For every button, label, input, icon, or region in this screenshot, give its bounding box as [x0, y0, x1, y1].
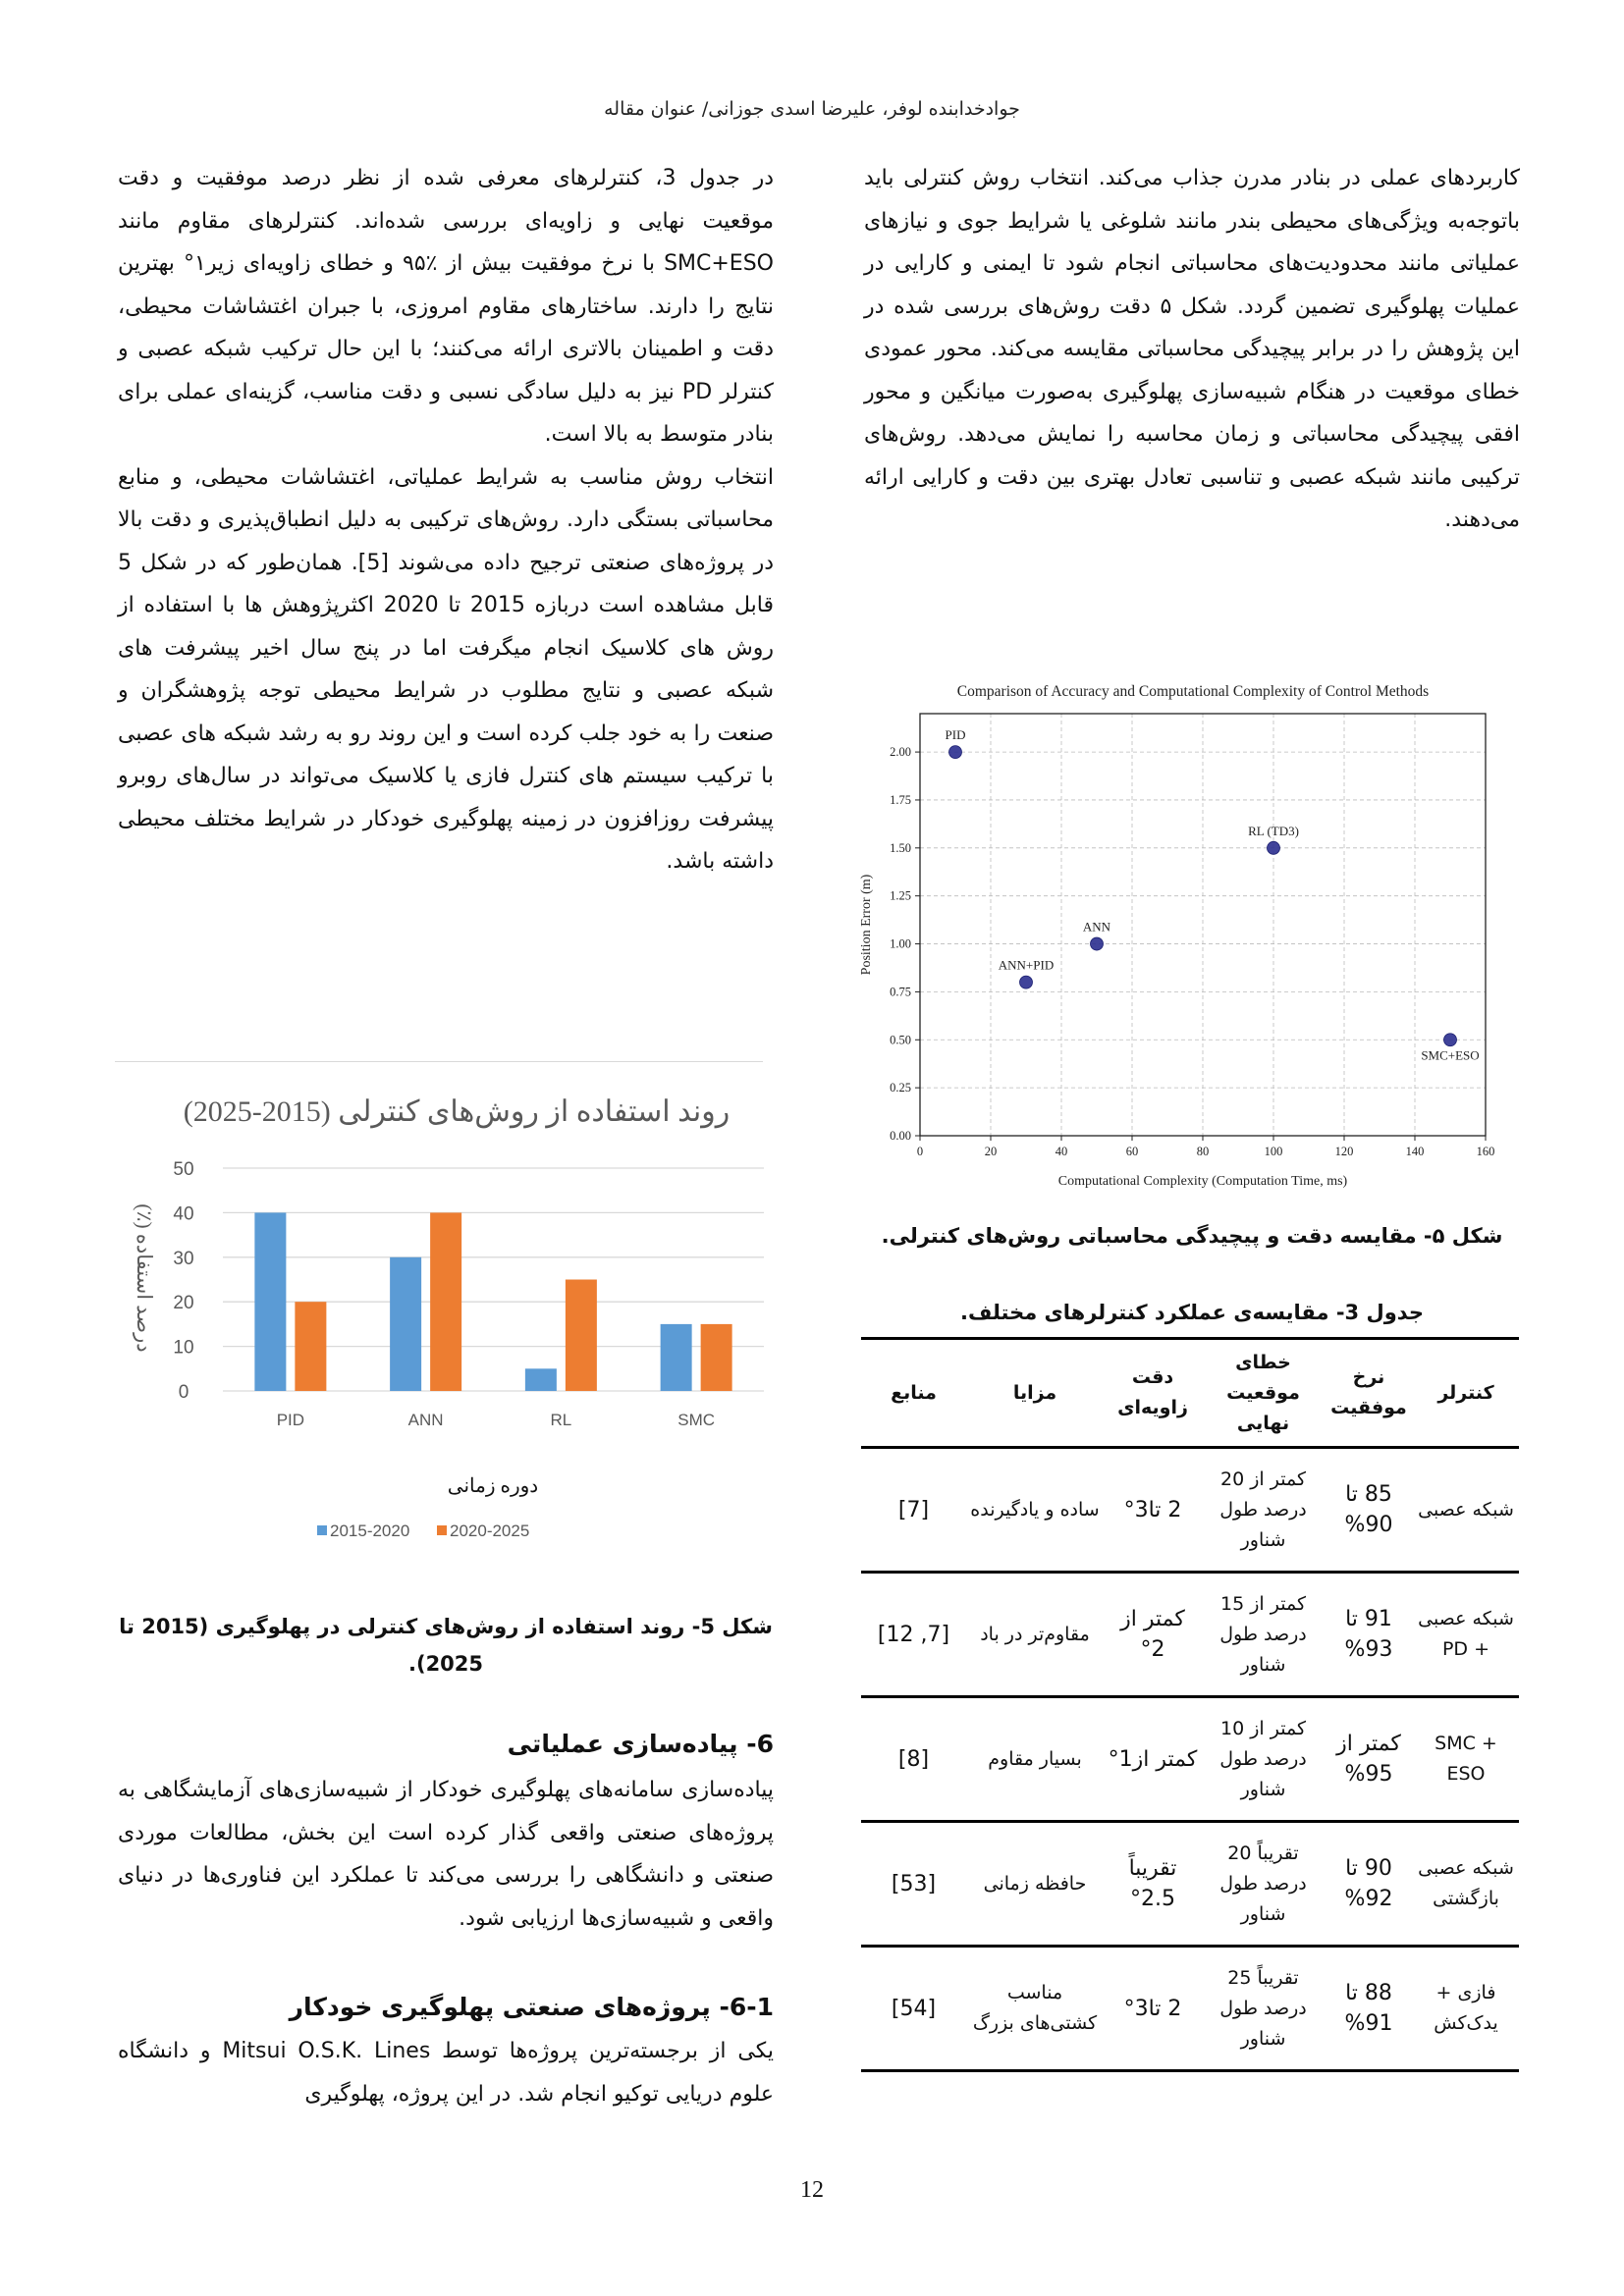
cell-advantages: حافظه زمانی — [966, 1822, 1104, 1947]
bar-y-tick-label: 10 — [173, 1337, 194, 1359]
cell-advantages: بسیار مقاوم — [966, 1697, 1104, 1822]
scatter-ylabel: Position Error (m) — [859, 874, 874, 976]
bar-chart-title: روند استفاده از روش‌های کنترلی (2015-2025) — [183, 1095, 731, 1128]
scatter-point-label: RL (TD3) — [1248, 823, 1299, 838]
legend-swatch — [437, 1525, 447, 1535]
legend-swatch — [317, 1525, 327, 1535]
scatter-x-tick-label: 160 — [1476, 1145, 1495, 1158]
scatter-x-tick-label: 60 — [1125, 1145, 1139, 1158]
body-text: کاربردهای عملی در بنادر مدرن جذاب می‌کند. انتخاب روش کنترلی باید باتوجه‌به ویژگی‌های محیطی بندر مانند شلوغی یا شرایط جوی و نیازهای عملیاتی مانند محدودیت‌های محاسباتی انجام شود تا ایمنی و کارایی در عملیات پهلوگیری تضمین گردد. شکل ۵ دقت روش‌های بررسی شده در این پژوهش را در برابر پیچیدگی محاسباتی مقایسه می‌کند. محور عمودی خطای موقعیت در هنگام شبیه‌سازی پهلوگیری به‌صورت میانگین و محور افقی پیچیدگی محاسباتی و زمان محاسبه را نمایش می‌دهد. روش‌های ترکیبی مانند شبکه عصبی و تناسبی تعادل بهتری بین دقت و کارایی ارائه می‌دهند. — [864, 166, 1520, 532]
scatter-title: Comparison of Accuracy and Computational Complexity of Control Methods — [956, 683, 1430, 700]
legend-label: 2015-2020 — [330, 1522, 410, 1540]
bar-y-tick-label: 40 — [173, 1203, 194, 1225]
bar-pid-2020-2025 — [295, 1302, 326, 1391]
cell-position-error: کمتر از 10 درصد طول شناور — [1202, 1697, 1325, 1822]
header-controller: کنترلر — [1413, 1339, 1519, 1448]
figure-5-caption-left: شکل 5- روند استفاده از روش‌های کنترلی در پهلوگیری (2015 تا 2025). — [119, 1615, 773, 1676]
bar-category-label: ANN — [407, 1411, 444, 1429]
scatter-x-tick-label: 0 — [916, 1145, 924, 1158]
cell-advantages: مناسب کشتی‌های بزرگ — [966, 1947, 1104, 2071]
scatter-point — [1444, 1034, 1457, 1046]
cell-references: [54] — [861, 1947, 966, 2071]
scatter-y-tick-label: 0.75 — [890, 985, 911, 999]
cell-position-error: کمتر از 15 درصد طول شناور — [1202, 1573, 1325, 1697]
left-column-paragraphs — [118, 157, 774, 883]
section-6-paragraph — [118, 1769, 774, 1940]
cell-angular-accuracy: کمتر از1° — [1104, 1697, 1202, 1822]
cell-position-error: تقریباً 20 درصد طول شناور — [1202, 1822, 1325, 1947]
cell-controller: SMC + ESO — [1413, 1697, 1519, 1822]
table-row — [861, 1822, 1519, 1947]
scatter-y-tick-label: 0.50 — [890, 1033, 911, 1047]
legend-label: 2020-2025 — [450, 1522, 530, 1540]
cell-angular-accuracy: تقریباً 2.5° — [1104, 1822, 1202, 1947]
scatter-y-tick-label: 1.25 — [890, 888, 911, 903]
page-number: 12 — [800, 2177, 824, 2203]
bar-smc-2015-2020 — [661, 1324, 692, 1391]
cell-references: [7, 12] — [861, 1573, 966, 1697]
cell-position-error: کمتر از 20 درصد طول شناور — [1202, 1448, 1325, 1573]
bar-ann-2020-2025 — [430, 1212, 461, 1391]
running-header: جوادخدابنده لوفر، علیرضا اسدی جوزانی/ عنوان مقاله — [604, 98, 1020, 120]
cell-controller: فازی + یدک‌کش — [1413, 1947, 1519, 2071]
table-row — [861, 1947, 1519, 2071]
bar-y-tick-label: 30 — [173, 1248, 194, 1269]
scatter-xlabel: Computational Complexity (Computation Time, ms) — [1057, 1174, 1348, 1189]
scatter-y-tick-label: 1.75 — [890, 792, 911, 807]
scatter-point-label: SMC+ESO — [1421, 1047, 1480, 1063]
chart-divider — [115, 1061, 763, 1062]
cell-angular-accuracy: کمتر از 2° — [1104, 1573, 1202, 1697]
body-text-2: انتخاب روش مناسب به شرایط عملیاتی، اغتشاشات محیطی، و منابع محاسباتی بستگی دارد. روش‌های ترکیبی به دلیل انطباق‌پذیری و دقت بالا در پروژه‌های صنعتی ترجیح داده می‌شوند [5]. همان‌طور که در شکل 5 قابل مشاهده است دربازه 2015 تا 2020 اکثرپژوهش ها با استفاده از روش های کلاسیک انجام میگرفت اما در پنج سال اخیر پیشرفت های شبکه عصبی و نتایج مطلوب در شرایط محیطی توجه پژوهشگران و صنعت را به خود جلب کرده است و این روند رو به رشد شبکه های عصبی با ترکیب سیستم های کنترل فازی یا کلاسیک می‌تواند در سال‌های روبرو پیشرفت روزافزون در زمینه پهلوگیری خودکار در شرایط مختلف محیطی داشته باشد. — [118, 464, 775, 874]
table-header-row — [861, 1339, 1519, 1448]
table-row — [861, 1448, 1519, 1573]
bar-category-label: SMC — [677, 1411, 716, 1429]
header-success-rate: نرخ موفقیت — [1325, 1339, 1413, 1448]
bar-chart — [108, 1070, 785, 1580]
cell-references: [7] — [861, 1448, 966, 1573]
bar-rl-2015-2020 — [525, 1368, 557, 1391]
bar-smc-2020-2025 — [701, 1324, 732, 1391]
cell-angular-accuracy: 2 تا3° — [1104, 1947, 1202, 2071]
cell-success-rate: کمتر از 95% — [1325, 1697, 1413, 1822]
section-6-heading: 6- پیاده‌سازی عملیاتی — [507, 1730, 774, 1758]
table-3-caption: جدول 3- مقایسه‌ی عملکرد کنترلرهای مختلف. — [959, 1301, 1425, 1324]
bar-rl-2020-2025 — [566, 1280, 597, 1392]
figure-5-caption-right: شکل ۵- مقایسه دقت و پیچیدگی محاسباتی روش‌های کنترلی. — [881, 1224, 1503, 1248]
scatter-point-label: ANN — [1082, 919, 1111, 934]
header-advantages: مزایا — [966, 1339, 1104, 1448]
cell-angular-accuracy: 2 تا3° — [1104, 1448, 1202, 1573]
scatter-point — [1091, 937, 1104, 950]
bar-category-label: RL — [550, 1411, 572, 1429]
cell-success-rate: 90 تا 92% — [1325, 1822, 1413, 1947]
cell-references: [8] — [861, 1697, 966, 1822]
cell-advantages: مقاوم‌تر در باد — [966, 1573, 1104, 1697]
cell-controller: شبکه عصبی بازگشتی — [1413, 1822, 1519, 1947]
right-column-paragraph — [864, 157, 1520, 542]
table-row — [861, 1697, 1519, 1822]
cell-references: [53] — [861, 1822, 966, 1947]
section-6-1-text: یکی از برجسته‌ترین پروژه‌ها توسط Mitsui O.S.K. Lines و دانشگاه علوم دریایی توکیو انجام شد. در این پروژه، پهلوگیری — [118, 2039, 774, 2107]
bar-pid-2015-2020 — [254, 1212, 286, 1391]
scatter-y-tick-label: 1.00 — [890, 936, 911, 951]
bar-category-label: PID — [276, 1411, 305, 1429]
header-position-error: خطای موقعیت نهایی — [1202, 1339, 1325, 1448]
scatter-point — [1268, 841, 1280, 854]
scatter-x-tick-label: 100 — [1264, 1145, 1283, 1158]
body-text-1: در جدول 3، کنترلرهای معرفی شده از نظر درصد موفقیت و دقت موقعیت نهایی و زاویه‌ای بررسی شده‌اند. کنترلرهای مقاوم مانند SMC+ESO با نرخ موفقیت بیش از ٪۹۵ و خطای زاویه‌ای زیر۱° بهترین نتایج را دارند. ساختارهای مقاوم امروزی، با جبران اغتشاشات محیطی، دقت و اطمینان بالاتری ارائه می‌کنند؛ با این حال ترکیب شبکه عصبی و کنترلر PD نیز به دلیل سادگی نسبی و دقت مناسب، گزینه‌ای عملی برای بنادر متوسط به بالا است. — [118, 166, 775, 447]
table-row — [861, 1573, 1519, 1697]
scatter-x-tick-label: 140 — [1405, 1145, 1425, 1158]
cell-position-error: تقریباً 25 درصد طول شناور — [1202, 1947, 1325, 2071]
cell-success-rate: 85 تا 90% — [1325, 1448, 1413, 1573]
section-6-1-heading: 6-1- پروژه‌های صنعتی پهلوگیری خودکار — [289, 1993, 774, 2021]
scatter-point-label: ANN+PID — [998, 957, 1055, 973]
scatter-y-tick-label: 0.25 — [890, 1081, 911, 1095]
header-angular-accuracy: دقت زاویه‌ای — [1104, 1339, 1202, 1448]
scatter-x-tick-label: 40 — [1055, 1145, 1068, 1158]
scatter-y-tick-label: 1.50 — [890, 840, 911, 855]
section-6-text: پیاده‌سازی سامانه‌های پهلوگیری خودکار از شبیه‌سازی‌های آزمایشگاهی به پروژه‌های صنعتی واقعی گذار کرده است این بخش، مطالعات موردی صنعتی و دانشگاهی را بررسی می‌کند تا عملکرد این فناوری‌ها در دنیای واقعی و شبیه‌سازی‌ها ارزیابی شود. — [118, 1778, 774, 1931]
cell-success-rate: 91 تا 93% — [1325, 1573, 1413, 1697]
cell-success-rate: 88 تا 91% — [1325, 1947, 1413, 2071]
section-6-1-paragraph — [118, 2030, 774, 2115]
bar-y-tick-label: 20 — [173, 1293, 194, 1314]
cell-advantages: ساده و یادگیرنده — [966, 1448, 1104, 1573]
scatter-x-tick-label: 20 — [984, 1145, 998, 1158]
bar-xlabel: دوره زمانی — [447, 1475, 539, 1497]
header-references: منابع — [861, 1339, 966, 1448]
cell-controller: شبکه عصبی + PD — [1413, 1573, 1519, 1697]
scatter-point-label: PID — [945, 727, 966, 743]
bar-ylabel: درصد استفاده (٪) — [133, 1203, 156, 1353]
scatter-point — [949, 746, 962, 759]
scatter-point — [1020, 976, 1033, 988]
scatter-x-tick-label: 80 — [1196, 1145, 1210, 1158]
scatter-x-tick-label: 120 — [1334, 1145, 1354, 1158]
bar-y-tick-label: 50 — [173, 1159, 194, 1180]
cell-controller: شبکه عصبی — [1413, 1448, 1519, 1573]
scatter-y-tick-label: 2.00 — [890, 745, 911, 760]
controller-comparison-table — [861, 1337, 1519, 2072]
bar-ann-2015-2020 — [390, 1257, 421, 1391]
scatter-chart — [854, 677, 1522, 1207]
scatter-y-tick-label: 0.00 — [890, 1129, 911, 1143]
bar-y-tick-label: 0 — [178, 1382, 189, 1403]
